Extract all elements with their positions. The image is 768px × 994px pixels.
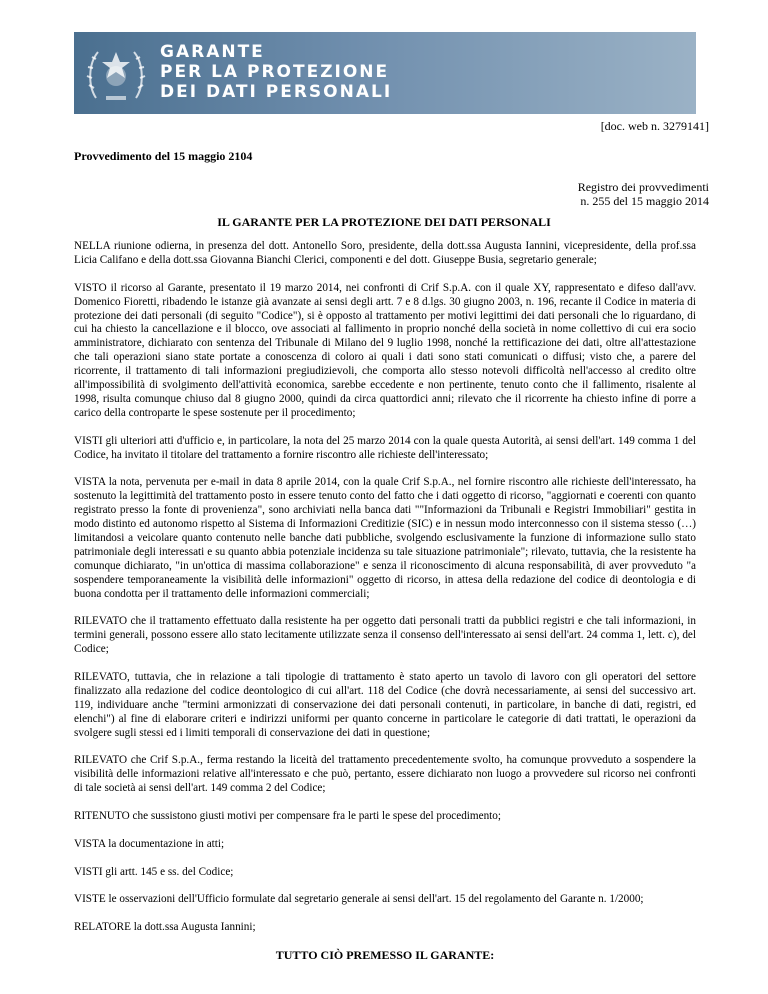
- paragraph-rilevato-3: RILEVATO che Crif S.p.A., ferma restando la liceità del trattamento precedentemente svolto, ha comunque provveduto a sospendere la visibilità delle informazioni relative all'interessato e che può, pertanto, essere dichiarato non luogo a provvedere sul ricorso nei confronti di tale società ai sensi dell'art. 149 comma 2 del Codice;: [74, 754, 696, 795]
- paragraph-visti-artt: VISTI gli artt. 145 e ss. del Codice;: [74, 865, 234, 878]
- paragraph-visto-ricorso: VISTO il ricorso al Garante, presentato il 19 marzo 2014, nei confronti di Crif S.p.A. con il quale XY, rappresentato e difeso dall'avv. Domenico Fioretti, ribadendo le istanze già avanzate ai sensi degli artt. 7 e 8 d.lgs. 30 giugno 2003, n. 196, recante il Codice in materia di protezione dei dati personali (di seguito "Codice"), si è opposto al trattamento per motivi legittimi dei dati personali che lo riguardano, di cui ha chiesto la cancellazione e il blocco, ove associati al fallimento in proprio nonché della società in nome collettivo di cui era socio amministratore, dichiarato con sentenza del Tribunale di Milano del 9 luglio 1998, nonché la rettificazione dei dati, oltre all'attestazione che tali operazioni siano state portate a conoscenza di coloro ai quali i dati sono stati comunicati o diffusi; visto che, a parere del ricorrente, il trattamento di tali informazioni pregiudizievoli, che comporta allo stesso notevoli difficoltà nell'accesso al credito oltre all'impossibilità di svolgimento dell'attività economica, sarebbe eccedente e non pertinente, tenuto conto che il fallimento, risalente al 1998, risulta comunque chiuso dal 8 giugno 2000, quindi da circa quattordici anni; rilevato che il ricorrente ha chiesto infine di porre a carico della controparte le spese sostenute per il procedimento;: [74, 281, 696, 419]
- paragraph-ritenuto: RITENUTO che sussistono giusti motivi per compensare fra le parti le spese del procedimento;: [74, 810, 501, 823]
- banner-title: [160, 42, 392, 102]
- closing-statement: TUTTO CIÒ PREMESSO IL GARANTE:: [275, 948, 495, 963]
- italian-republic-emblem-icon: [84, 38, 148, 108]
- banner-line-2: PER LA PROTEZIONE: [160, 62, 390, 82]
- paragraph-rilevato-1: RILEVATO che il trattamento effettuato dalla resistente ha per oggetto dati personali tratti da pubblici registri e che tali informazioni, in termini generali, possono essere allo stato lecitamente utilizzate senza il consenso dell'interessato ai sensi dell'art. 24 comma 1, lett. c), del Codice;: [74, 615, 696, 656]
- paragraph-nella: NELLA riunione odierna, in presenza del dott. Antonello Soro, presidente, della dott.ssa Augusta Iannini, vicepresidente, della prof.ssa Licia Califano e della dott.ssa Giovanna Bianchi Clerici, componenti e del dott. Giuseppe Busia, segretario generale;: [74, 240, 696, 266]
- registro-line-2: n. 255 del 15 maggio 2014: [580, 194, 709, 208]
- paragraph-viste-osservazioni: VISTE le osservazioni dell'Ufficio formulate dal segretario generale ai sensi dell'art. 15 del regolamento del Garante n. 1/2000;: [74, 893, 644, 906]
- paragraph-vista-nota: VISTA la nota, pervenuta per e-mail in data 8 aprile 2014, con la quale Crif S.p.A., nel fornire riscontro alle richieste dell'interessato, ha sostenuto la legittimità del trattamento posto in essere tenuto conto del fatto che i dati oggetto di ricorso, "aggiornati e coerenti con quanto registrato presso la fonte di provenienza", sono archiviati nella banca dati ""Informazioni da Tribunali e Registri Immobiliari" gestita in modo distinto ed autonomo rispetto al Sistema di Informazioni Creditizie (SIC) e in nessun modo interconnesso con il sistema stesso (…) limitandosi a veicolare quanto contenuto nelle banche dati pubbliche, svolgendo esclusivamente la funzione di informazione sullo stato patrimoniale degli interessati e su quanto abbia potenziale incidenza su tale situazione patrimoniale"; rilevato, tuttavia, che la resistente ha comunque dichiarato, "in un'ottica di massima collaborazione" e senza il riconoscimento di alcuna responsabilità, di aver provveduto "a sospendere temporaneamente la visibilità delle informazioni" oggetto di ricorso, in attesa della redazione del codice di deontologia e di buona condotta per il trattamento delle informazioni commerciali;: [74, 476, 696, 600]
- paragraph-vista-documentazione: VISTA la documentazione in atti;: [74, 837, 225, 850]
- registro-line-1: Registro dei provvedimenti: [577, 180, 709, 194]
- registro-provvedimenti: [578, 180, 709, 208]
- paragraph-visti-atti: VISTI gli ulteriori atti d'ufficio e, in particolare, la nota del 25 marzo 2014 con la quale questa Autorità, ai sensi dell'art. 149 comma 1 del Codice, ha invitato il titolare del trattamento a fornire riscontro alle richieste dell'interessato;: [74, 434, 696, 461]
- banner-line-3: DEI DATI PERSONALI: [160, 82, 393, 102]
- provvedimento-title: Provvedimento del 15 maggio 2104: [74, 149, 253, 163]
- doc-web-reference: [doc. web n. 3279141]: [600, 119, 709, 133]
- paragraph-relatore: RELATORE la dott.ssa Augusta Iannini;: [74, 921, 256, 934]
- paragraph-rilevato-2: RILEVATO, tuttavia, che in relazione a tali tipologie di trattamento è stato aperto un tavolo di lavoro con gli operatori del settore finalizzato alla redazione del codice deontologico di cui all'art. 118 del Codice (che dovrà necessariamente, ai sensi del successivo art. 119, individuare anche "termini armonizzati di conservazione dei dati personali contenuti, in particolare, in banche di dati, registri, ed elenchi") al fine di elaborare criteri e indirizzi uniformi per quanto concerne in particolare le categorie di dati trattati, le operazioni da svolgere sugli stessi ed i limiti temporali di conservazione dei dati in questione;: [74, 671, 696, 739]
- document-body: [74, 240, 696, 963]
- header-banner: [74, 32, 696, 114]
- document-heading: IL GARANTE PER LA PROTEZIONE DEI DATI PERSONALI: [217, 215, 551, 229]
- banner-line-1: GARANTE: [160, 42, 265, 62]
